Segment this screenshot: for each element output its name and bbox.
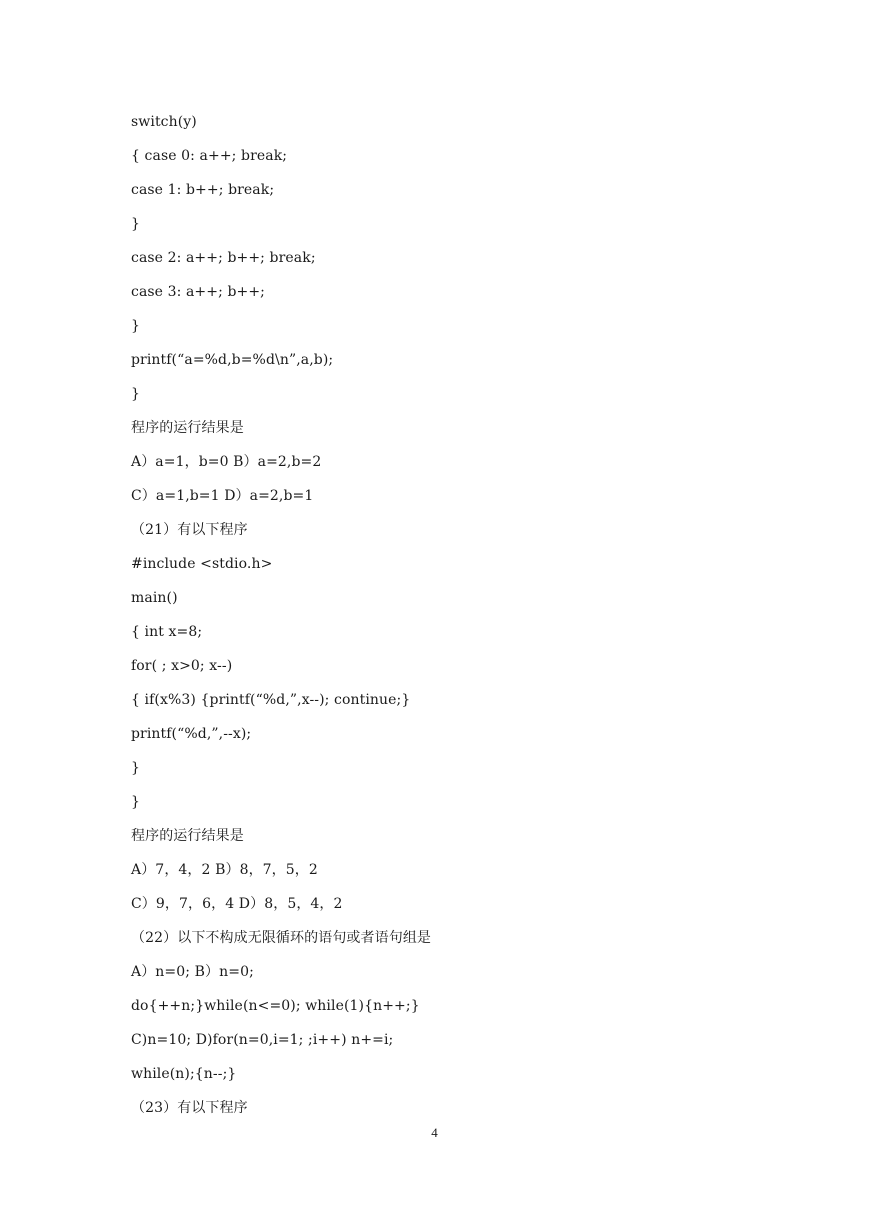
- code-line: }: [131, 318, 141, 334]
- code-line: }: [131, 760, 141, 776]
- answer-options: do{++n;}while(n<=0); while(1){n++;}: [131, 998, 420, 1014]
- code-line: }: [131, 794, 141, 810]
- page-number: 4: [431, 1125, 438, 1140]
- code-line: printf(“a=%d,b=%d\n”,a,b);: [131, 352, 334, 368]
- code-line: case 3: a++; b++;: [131, 284, 265, 300]
- code-line: { case 0: a++; break;: [131, 148, 288, 164]
- page-content: [131, 112, 771, 1132]
- code-line: for( ; x>0; x--): [131, 658, 233, 674]
- code-line: case 1: b++; break;: [131, 182, 275, 198]
- code-line: }: [131, 216, 141, 232]
- question-heading: （21）有以下程序: [131, 522, 248, 538]
- code-line: }: [131, 386, 141, 402]
- answer-options: C）a=1,b=1 D）a=2,b=1: [131, 488, 314, 504]
- answer-options: C)n=10; D)for(n=0,i=1; ;i++) n+=i;: [131, 1032, 394, 1048]
- code-line: main(): [131, 590, 178, 606]
- question-prompt: 程序的运行结果是: [131, 420, 244, 436]
- code-line: { int x=8;: [131, 624, 203, 640]
- question-heading: （22）以下不构成无限循环的语句或者语句组是: [131, 930, 432, 946]
- code-line: switch(y): [131, 114, 197, 130]
- answer-options: A）a=1，b=0 B）a=2,b=2: [131, 454, 322, 470]
- code-line: case 2: a++; b++; break;: [131, 250, 316, 266]
- answer-options: A）7，4，2 B）8，7，5，2: [131, 862, 318, 878]
- code-line: printf(“%d,”,--x);: [131, 726, 252, 742]
- question-heading: （23）有以下程序: [131, 1100, 248, 1116]
- code-line: { if(x%3) {printf(“%d,”,x--); continue;}: [131, 692, 411, 708]
- answer-options: while(n);{n--;}: [131, 1066, 237, 1082]
- answer-options: A）n=0; B）n=0;: [131, 964, 254, 980]
- question-prompt: 程序的运行结果是: [131, 828, 244, 844]
- code-line: #include <stdio.h>: [131, 556, 273, 572]
- answer-options: C）9，7，6，4 D）8，5，4，2: [131, 896, 343, 912]
